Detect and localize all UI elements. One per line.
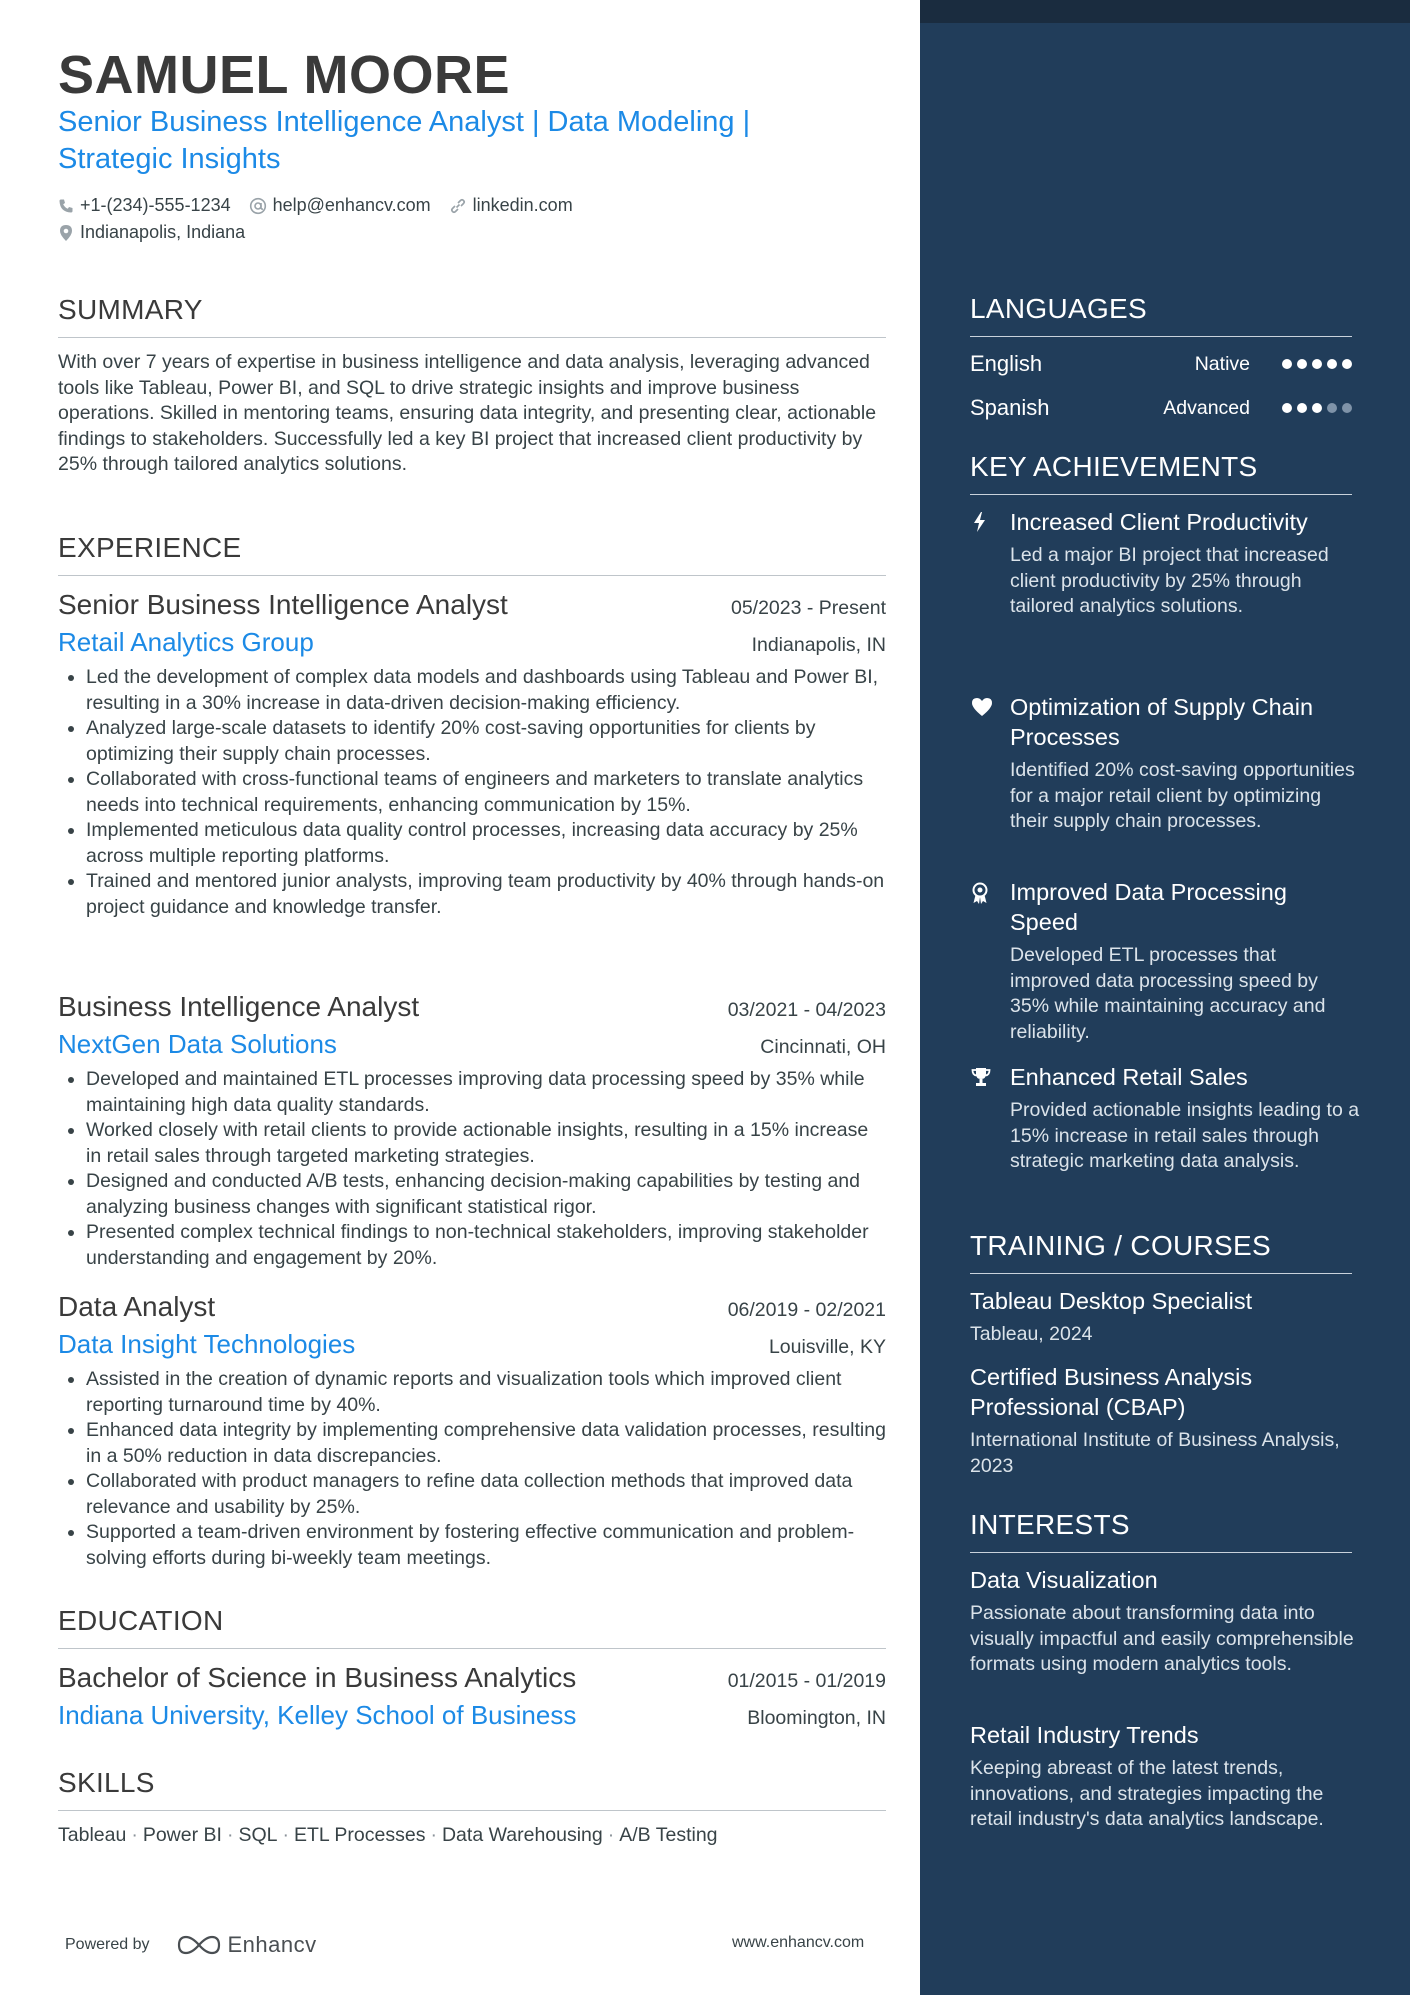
job-role: Senior Business Intelligence Analyst bbox=[58, 589, 508, 620]
location-text: Indianapolis, Indiana bbox=[80, 222, 246, 242]
contact-info bbox=[58, 192, 858, 246]
job-bullet: • Presented complex technical findings to non-technical stakeholders, improving stakeholder understanding and engagement by 20%. bbox=[86, 1220, 886, 1271]
job-company[interactable]: Data Insight Technologies bbox=[58, 1329, 356, 1359]
training-heading: TRAINING / COURSES bbox=[970, 1230, 1352, 1274]
candidate-name: SAMUEL MOORE bbox=[58, 45, 511, 105]
achievement-title: Increased Client Productivity bbox=[1010, 509, 1308, 535]
summary-heading: SUMMARY bbox=[58, 294, 886, 338]
language-name: English bbox=[970, 351, 1043, 376]
education-location: Bloomington, IN bbox=[747, 1707, 886, 1729]
course-desc: International Institute of Business Analysis, 2023 bbox=[970, 1429, 1340, 1477]
job-entry bbox=[58, 1291, 886, 1571]
achievement-title: Enhanced Retail Sales bbox=[1010, 1064, 1248, 1090]
job-bullet: • Collaborated with product managers to refine data collection methods that improved data relevance and usability by 25%. bbox=[86, 1469, 886, 1520]
achievement-item bbox=[970, 507, 1360, 620]
job-entry bbox=[58, 589, 886, 920]
achievement-desc: Provided actionable insights leading to a 15% increase in retail sales through strategic marketing data analysis. bbox=[1010, 1099, 1360, 1172]
job-entry bbox=[58, 991, 886, 1271]
skill-item: Tableau bbox=[58, 1824, 127, 1846]
contact-phone[interactable] bbox=[58, 195, 231, 216]
education-degree: Bachelor of Science in Business Analytics bbox=[58, 1662, 577, 1693]
course-item bbox=[970, 1362, 1355, 1479]
job-bullets bbox=[58, 1367, 886, 1571]
footer-website[interactable]: www.enhancv.com bbox=[732, 1934, 865, 1951]
job-bullets bbox=[58, 1067, 886, 1271]
job-bullet: • Collaborated with cross-functional teams of engineers and marketers to translate analytics needs into technical requirements, enhancing communication by 15%. bbox=[86, 767, 886, 818]
language-rating bbox=[1282, 359, 1352, 369]
job-bullets bbox=[58, 665, 886, 920]
award-ribbon-icon bbox=[970, 881, 990, 905]
language-name: Spanish bbox=[970, 395, 1050, 420]
rating-dot-filled bbox=[1312, 403, 1322, 413]
interest-item bbox=[970, 1720, 1355, 1833]
contact-location bbox=[58, 222, 245, 243]
achievement-item bbox=[970, 692, 1360, 835]
achievement-desc: Led a major BI project that increased client productivity by 25% through tailored analytics solutions. bbox=[1010, 544, 1329, 617]
skills-heading: SKILLS bbox=[58, 1767, 886, 1811]
job-role: Business Intelligence Analyst bbox=[58, 991, 420, 1022]
achievement-title: Optimization of Supply Chain Processes bbox=[1010, 694, 1314, 750]
experience-heading: EXPERIENCE bbox=[58, 532, 886, 576]
skill-item: SQL bbox=[238, 1824, 278, 1846]
interest-title: Data Visualization bbox=[970, 1567, 1158, 1593]
education-school[interactable]: Indiana University, Kelley School of Business bbox=[58, 1700, 577, 1730]
education-entry bbox=[58, 1662, 886, 1731]
job-dates: 03/2021 - 04/2023 bbox=[727, 999, 886, 1021]
rating-dot-filled bbox=[1312, 359, 1322, 369]
sidebar-top-band bbox=[920, 0, 1410, 23]
skill-item: Power BI bbox=[142, 1824, 222, 1846]
skills-list: Tableau · Power BI · SQL · ETL Processes · Data Warehousing · A/B Testing bbox=[58, 1824, 718, 1846]
rating-dot-filled bbox=[1282, 403, 1292, 413]
job-bullet: • Assisted in the creation of dynamic reports and visualization tools which improved client reporting turnaround time by 40%. bbox=[86, 1367, 886, 1418]
job-location: Louisville, KY bbox=[768, 1336, 886, 1358]
interest-item bbox=[970, 1565, 1355, 1678]
achievement-item bbox=[970, 1062, 1360, 1175]
footer-branding[interactable] bbox=[65, 1932, 317, 1958]
job-bullet: • Analyzed large-scale datasets to identify 20% cost-saving opportunities for clients by optimizing their supply chain processes. bbox=[86, 716, 886, 767]
at-icon bbox=[249, 197, 267, 215]
skill-item: Data Warehousing bbox=[441, 1824, 603, 1846]
lightning-icon bbox=[970, 511, 990, 533]
job-bullet: • Enhanced data integrity by implementing comprehensive data validation processes, resulting in a 50% reduction in data discrepancies. bbox=[86, 1418, 886, 1469]
location-pin-icon bbox=[58, 224, 74, 242]
achievement-desc: Developed ETL processes that improved data processing speed by 35% while maintaining accuracy and reliability. bbox=[1010, 944, 1326, 1043]
achievement-title: Improved Data Processing Speed bbox=[1010, 879, 1287, 935]
contact-email[interactable] bbox=[249, 195, 431, 216]
languages-heading: LANGUAGES bbox=[970, 293, 1352, 337]
job-bullet: • Worked closely with retail clients to provide actionable insights, resulting in a 15% increase in retail sales through targeted marketing strategies. bbox=[86, 1118, 886, 1169]
sidebar bbox=[920, 0, 1410, 1995]
phone-text: +1-(234)-555-1234 bbox=[80, 195, 231, 215]
linkedin-text: linkedin.com bbox=[472, 195, 573, 215]
rating-dot-empty bbox=[1342, 403, 1352, 413]
job-location: Indianapolis, IN bbox=[751, 634, 886, 656]
course-item bbox=[970, 1286, 1355, 1348]
summary-text: With over 7 years of expertise in business intelligence and data analysis, leveraging advanced tools like Tableau, Power BI, and SQL to drive strategic insights and improve business operations. Skilled in mentoring teams, ensuring data integrity, and presenting clear, actionable findings to stakeholders. Successfully led a key BI project that increased client productivity by 25% through tailored analytics solutions. bbox=[58, 351, 877, 475]
powered-by-label: Powered by bbox=[65, 1936, 150, 1953]
job-company[interactable]: Retail Analytics Group bbox=[58, 627, 314, 657]
rating-dot-filled bbox=[1327, 359, 1337, 369]
brand-name: Enhancv bbox=[227, 1932, 317, 1957]
job-bullet: • Implemented meticulous data quality control processes, increasing data accuracy by 25% across multiple reporting platforms. bbox=[86, 818, 886, 869]
achievement-desc: Identified 20% cost-saving opportunities for a major retail client by optimizing their supply chain processes. bbox=[1010, 759, 1355, 832]
link-icon bbox=[449, 197, 467, 215]
job-bullet: • Developed and maintained ETL processes improving data processing speed by 35% while maintaining high data quality standards. bbox=[86, 1067, 886, 1118]
job-company[interactable]: NextGen Data Solutions bbox=[58, 1029, 337, 1059]
education-heading: EDUCATION bbox=[58, 1605, 886, 1649]
candidate-title: Senior Business Intelligence Analyst | Data Modeling | Strategic Insights bbox=[58, 106, 751, 175]
interest-desc: Passionate about transforming data into visually impactful and easily comprehensible formats using modern analytics tools. bbox=[970, 1602, 1354, 1675]
language-level: Advanced bbox=[1163, 396, 1250, 419]
rating-dot-empty bbox=[1327, 403, 1337, 413]
interests-heading: INTERESTS bbox=[970, 1509, 1352, 1553]
language-row bbox=[970, 393, 1352, 423]
job-role: Data Analyst bbox=[58, 1291, 216, 1322]
job-dates: 06/2019 - 02/2021 bbox=[727, 1299, 886, 1321]
trophy-icon bbox=[970, 1066, 992, 1088]
job-bullet: • Led the development of complex data models and dashboards using Tableau and Power BI, resulting in a 30% increase in data-driven decision-making efficiency. bbox=[86, 665, 886, 716]
achievement-item bbox=[970, 877, 1360, 1045]
heart-icon bbox=[970, 696, 994, 718]
education-dates: 01/2015 - 01/2019 bbox=[727, 1670, 886, 1692]
job-bullet: • Designed and conducted A/B tests, enhancing decision-making capabilities by testing and analyzing business changes with significant statistical rigor. bbox=[86, 1169, 886, 1220]
job-location: Cincinnati, OH bbox=[760, 1036, 886, 1058]
language-level: Native bbox=[1194, 352, 1250, 375]
interest-desc: Keeping abreast of the latest trends, innovations, and strategies impacting the retail industry's data analytics landscape. bbox=[970, 1757, 1324, 1830]
phone-icon bbox=[58, 198, 74, 214]
rating-dot-filled bbox=[1297, 359, 1307, 369]
job-dates: 05/2023 - Present bbox=[730, 597, 886, 619]
rating-dot-filled bbox=[1282, 359, 1292, 369]
language-rating bbox=[1282, 403, 1352, 413]
course-desc: Tableau, 2024 bbox=[970, 1323, 1093, 1345]
enhancv-logo-icon bbox=[176, 1934, 222, 1956]
achievements-heading: KEY ACHIEVEMENTS bbox=[970, 451, 1352, 495]
course-title: Certified Business Analysis Professional (CBAP) bbox=[970, 1364, 1253, 1420]
job-bullet: • Supported a team-driven environment by fostering effective communication and problem-solving efforts during bi-weekly team meetings. bbox=[86, 1520, 886, 1571]
rating-dot-filled bbox=[1297, 403, 1307, 413]
course-title: Tableau Desktop Specialist bbox=[970, 1288, 1253, 1314]
skill-item: A/B Testing bbox=[619, 1824, 718, 1846]
contact-linkedin[interactable] bbox=[449, 195, 573, 216]
email-text: help@enhancv.com bbox=[272, 195, 431, 215]
interest-title: Retail Industry Trends bbox=[970, 1722, 1199, 1748]
skill-item: ETL Processes bbox=[293, 1824, 426, 1846]
rating-dot-filled bbox=[1342, 359, 1352, 369]
job-bullet: • Trained and mentored junior analysts, improving team productivity by 40% through hands-on project guidance and knowledge transfer. bbox=[86, 869, 886, 920]
language-row bbox=[970, 349, 1352, 379]
